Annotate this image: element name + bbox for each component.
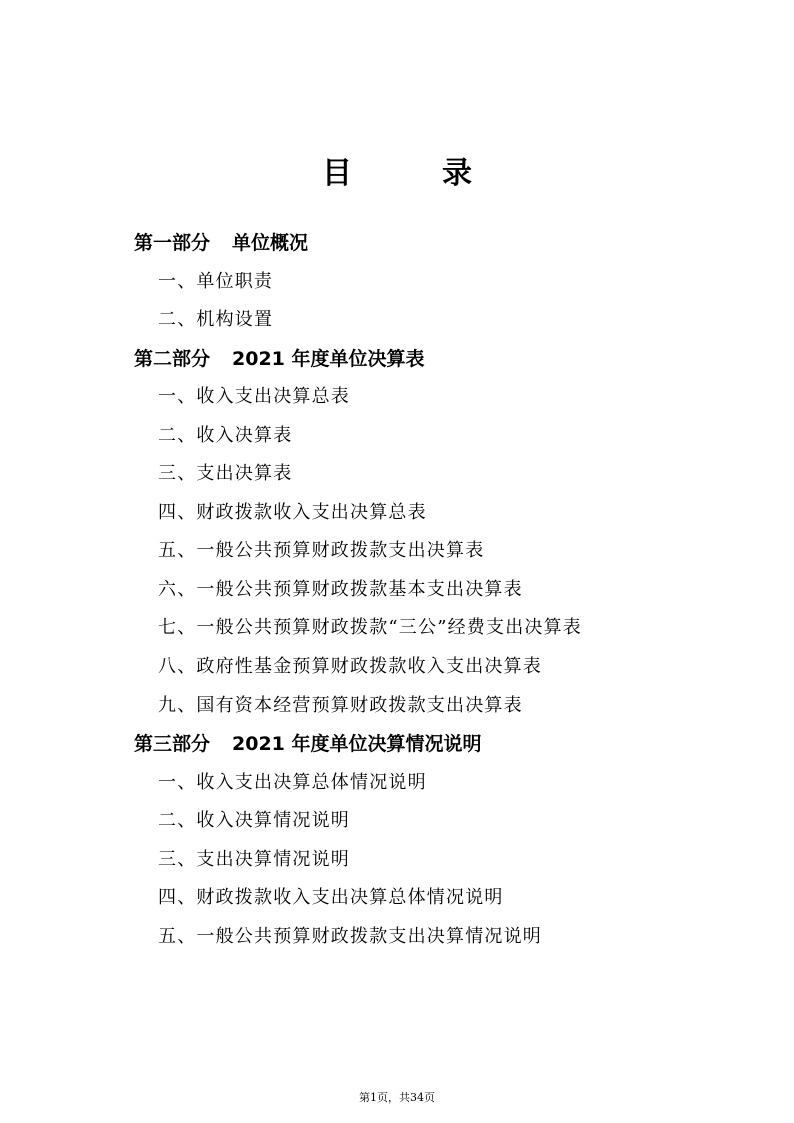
toc-item[interactable]: 二、机构设置 xyxy=(158,309,274,331)
toc-item[interactable]: 三、支出决算情况说明 xyxy=(158,848,350,870)
toc-part-1[interactable] xyxy=(0,224,794,263)
table-of-contents xyxy=(0,224,794,956)
toc-part-number: 第一部分 xyxy=(134,232,211,254)
toc-item[interactable]: 一、收入支出决算总表 xyxy=(158,386,350,408)
toc-item[interactable]: 一、单位职责 xyxy=(158,270,274,292)
toc-item[interactable]: 三、支出决算表 xyxy=(158,463,293,485)
toc-part-2[interactable] xyxy=(0,340,794,379)
toc-part-number: 第二部分 xyxy=(134,347,211,370)
toc-item[interactable]: 一、收入支出决算总体情况说明 xyxy=(158,771,427,793)
toc-part-3[interactable] xyxy=(0,725,794,764)
toc-part-title: 2021 年度单位决算表 xyxy=(232,347,425,370)
page-footer: 第1页，共34页 xyxy=(359,1091,435,1104)
toc-item[interactable]: 四、财政拨款收入支出决算总表 xyxy=(158,501,427,523)
toc-item[interactable]: 六、一般公共预算财政拨款基本支出决算表 xyxy=(158,578,523,600)
toc-item[interactable]: 五、一般公共预算财政拨款支出决算表 xyxy=(158,540,485,562)
toc-item[interactable]: 七、一般公共预算财政拨款“三公”经费支出决算表 xyxy=(158,617,583,639)
toc-item[interactable]: 五、一般公共预算财政拨款支出决算情况说明 xyxy=(158,925,542,947)
toc-item[interactable]: 二、收入决算情况说明 xyxy=(158,810,350,832)
toc-item[interactable]: 九、国有资本经营预算财政拨款支出决算表 xyxy=(158,694,523,716)
toc-item[interactable]: 二、收入决算表 xyxy=(158,424,293,446)
toc-part-title: 单位概况 xyxy=(232,232,309,254)
toc-part-number: 第三部分 xyxy=(134,733,211,756)
toc-item[interactable]: 八、政府性基金预算财政拨款收入支出决算表 xyxy=(158,656,542,678)
toc-part-title: 2021 年度单位决算情况说明 xyxy=(232,733,482,756)
toc-item[interactable]: 四、财政拨款收入支出决算总体情况说明 xyxy=(158,887,504,909)
page-title: 目 录 xyxy=(322,156,502,191)
